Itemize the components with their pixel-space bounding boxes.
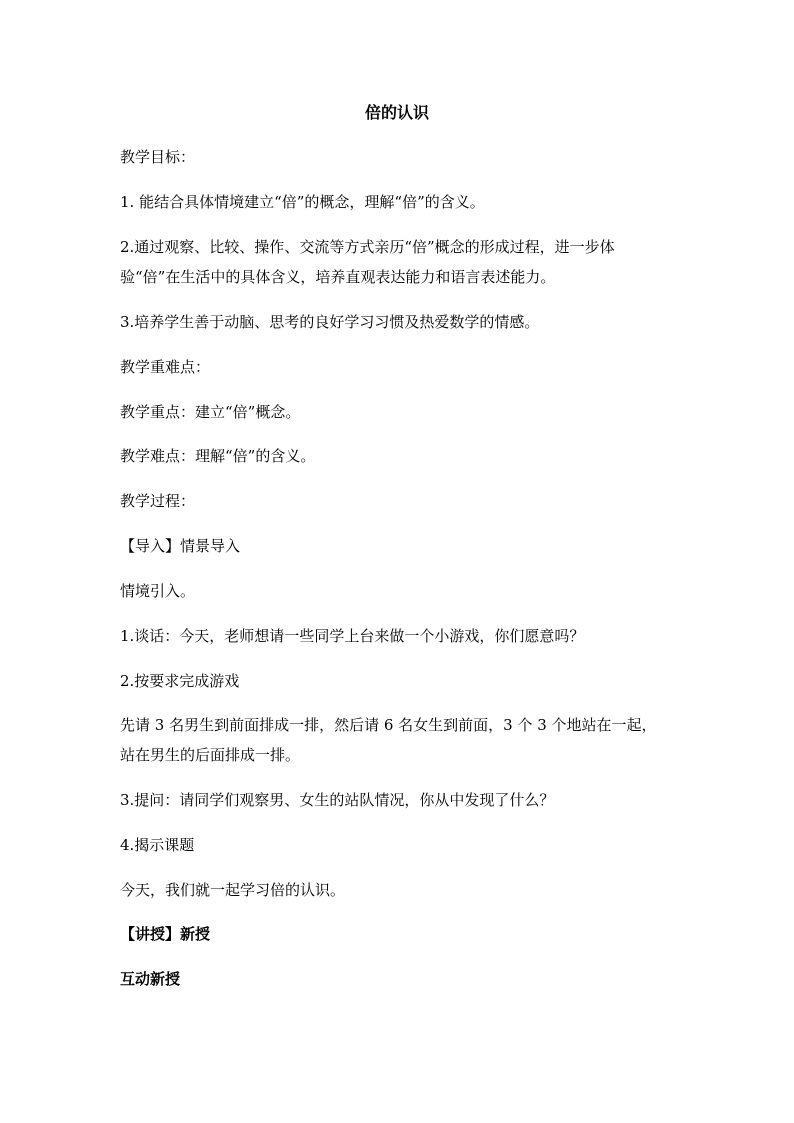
step-4-detail: 今天，我们就一起学习倍的认识。 — [120, 881, 346, 899]
objective-1: 1. 能结合具体情境建立“倍”的概念，理解“倍”的含义。 — [120, 193, 485, 211]
objective-2-line-1: 2.通过观察、比较、操作、交流等方式亲历“倍”概念的形成过程，进一步体 — [120, 238, 615, 256]
document-title: 倍的认识 — [364, 103, 429, 122]
step-2-detail-line-2: 站在男生的后面排成一排。 — [120, 746, 301, 764]
key-points-heading: 教学重难点： — [120, 358, 211, 376]
intro-subtitle: 情境引入。 — [120, 582, 196, 600]
objectives-heading: 教学目标： — [120, 148, 196, 166]
process-heading: 教学过程： — [120, 492, 196, 510]
lecture-section-heading: 【讲授】新授 — [120, 925, 211, 943]
step-4: 4.揭示课题 — [120, 836, 195, 854]
step-2: 2.按要求完成游戏 — [120, 672, 240, 690]
step-1: 1.谈话：今天，老师想请一些同学上台来做一个小游戏，你们愿意吗？ — [120, 627, 585, 645]
objective-2-line-2: 验“倍”在生活中的具体含义，培养直观表达能力和语言表述能力。 — [120, 268, 556, 286]
intro-section-heading: 【导入】情景导入 — [120, 537, 241, 555]
objective-3: 3.培养学生善于动脑、思考的良好学习习惯及热爱数学的情感。 — [120, 313, 540, 331]
difficult-point: 教学难点：理解“倍”的含义。 — [120, 447, 316, 465]
lecture-subtitle: 互动新授 — [120, 970, 181, 988]
step-3: 3.提问：请同学们观察男、女生的站队情况，你从中发现了什么？ — [120, 791, 555, 809]
key-point: 教学重点：建立“倍”概念。 — [120, 403, 301, 421]
step-2-detail-line-1: 先请 3 名男生到前面排成一排，然后请 6 名女生到前面，3 个 3 个地站在一起， — [120, 716, 657, 734]
